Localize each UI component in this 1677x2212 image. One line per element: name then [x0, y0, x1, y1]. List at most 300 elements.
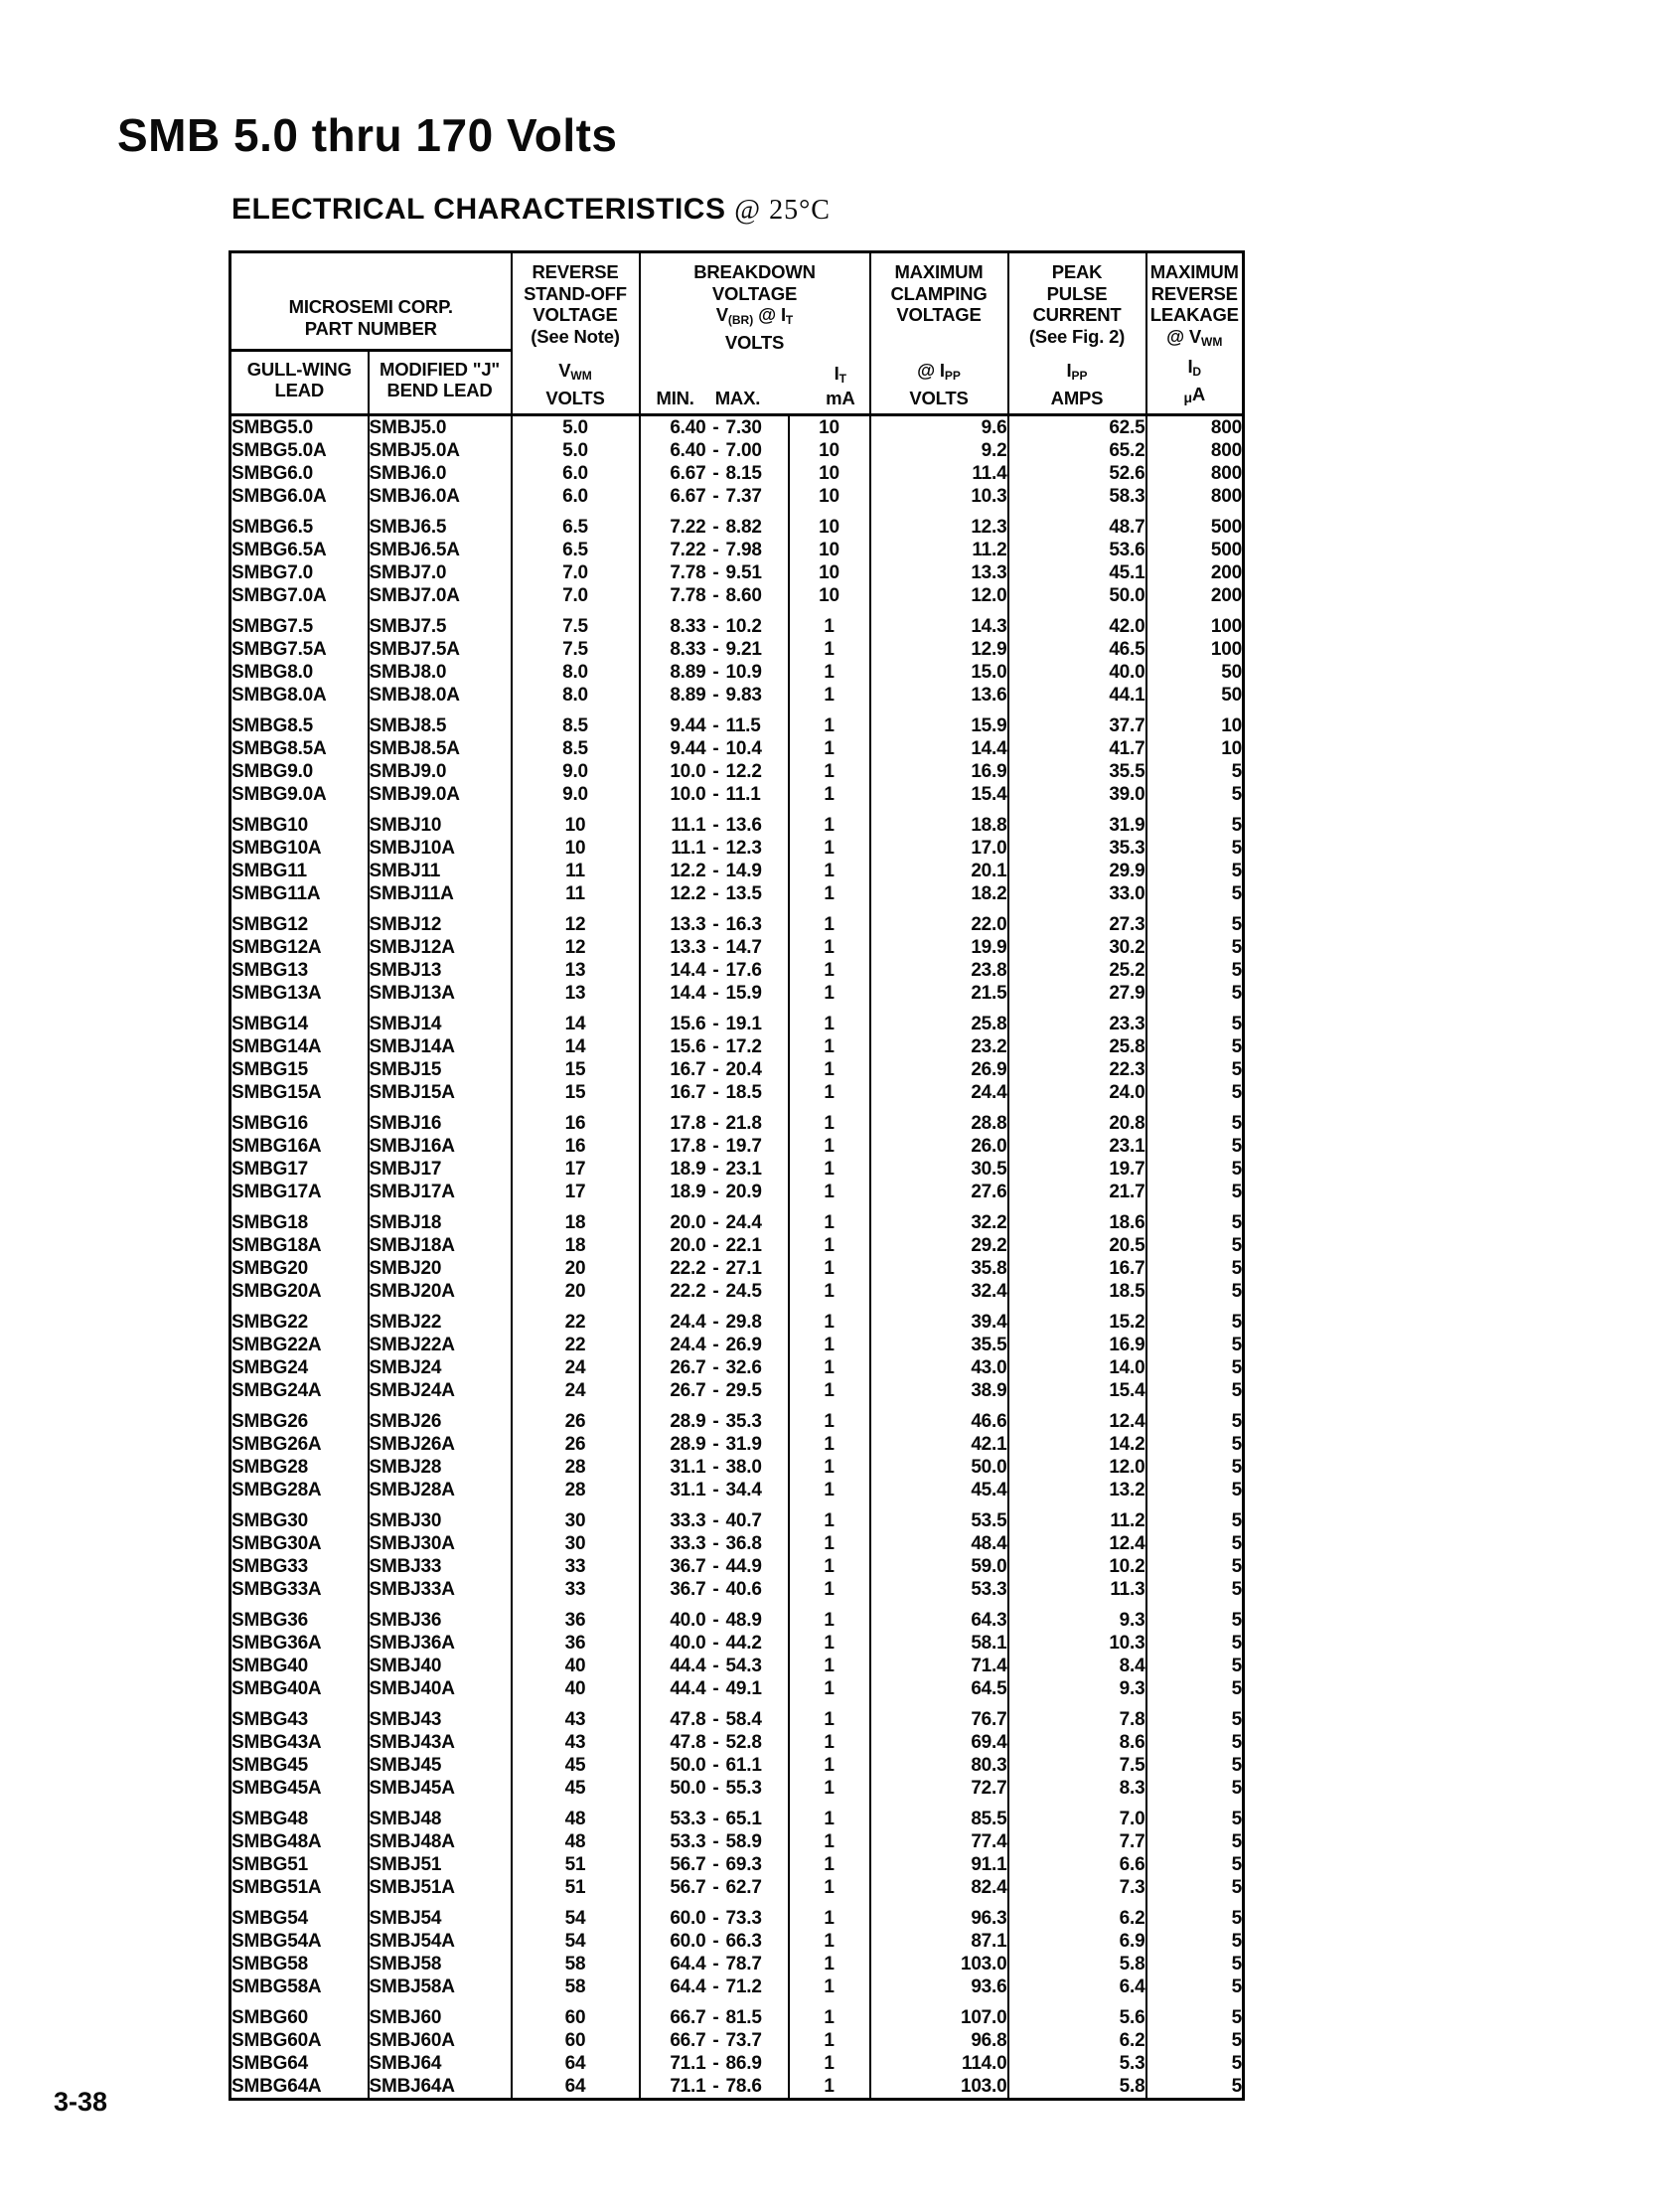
cell-reverse-leakage: 5: [1146, 806, 1244, 837]
breakdown-min: 24.4: [670, 1312, 706, 1333]
range-separator: -: [712, 1212, 719, 1233]
breakdown-max: 14.7: [725, 937, 762, 958]
breakdown-max: 8.60: [725, 585, 762, 606]
cell-standoff-voltage: 28: [512, 1456, 640, 1479]
cell-clamping-voltage: 32.4: [870, 1280, 1008, 1303]
cell-standoff-voltage: 12: [512, 936, 640, 959]
breakdown-min: 12.2: [670, 883, 706, 904]
cell-test-current: 1: [789, 1998, 870, 2029]
cell-peak-pulse-current: 23.1: [1008, 1135, 1146, 1158]
range-separator: -: [712, 540, 719, 560]
cell-clamping-voltage: 13.3: [870, 561, 1008, 584]
cell-test-current: 1: [789, 2052, 870, 2075]
cell-gull-wing-part: SMBG51A: [231, 1877, 322, 1898]
cell-gull-wing-part: SMBG40: [231, 1656, 308, 1676]
cell-reverse-leakage: 500: [1146, 508, 1244, 539]
cell-gull-wing-part: SMBG58: [231, 1954, 308, 1975]
cell-standoff-voltage: 10: [512, 806, 640, 837]
cell-reverse-leakage: 100: [1146, 607, 1244, 638]
cell-breakdown-range: [640, 1532, 789, 1555]
cell-clamping-voltage: 58.1: [870, 1632, 1008, 1655]
breakdown-min: 44.4: [670, 1678, 706, 1699]
cell-peak-pulse-current: 6.2: [1008, 1899, 1146, 1930]
header-standoff-l4: (See Note): [531, 325, 620, 347]
breakdown-max: 12.3: [725, 838, 762, 859]
cell-j-bend-part: SMBJ51: [369, 1853, 512, 1876]
table-row: [230, 1058, 1244, 1081]
breakdown-max: 14.9: [725, 861, 762, 881]
cell-test-current: 1: [789, 1777, 870, 1800]
breakdown-min: 9.44: [670, 738, 706, 759]
range-separator: -: [712, 1082, 719, 1103]
cell-breakdown-range: [640, 1601, 789, 1632]
breakdown-min: 40.0: [670, 1633, 706, 1654]
cell-breakdown-range: [640, 1800, 789, 1830]
cell-peak-pulse-current: 20.8: [1008, 1104, 1146, 1135]
cell-j-bend-part: SMBJ7.0: [369, 561, 512, 584]
breakdown-max: 48.9: [725, 1610, 762, 1631]
cell-test-current: 1: [789, 905, 870, 936]
cell-reverse-leakage: 5: [1146, 1257, 1244, 1280]
breakdown-max: 40.7: [725, 1510, 762, 1531]
cell-test-current: 1: [789, 1953, 870, 1975]
cell-clamping-voltage: 69.4: [870, 1731, 1008, 1754]
range-separator: -: [712, 1877, 719, 1898]
cell-standoff-voltage: 22: [512, 1334, 640, 1356]
cell-j-bend-part: SMBJ14A: [369, 1035, 512, 1058]
table-row: [230, 1104, 1244, 1135]
table-row: [230, 1853, 1244, 1876]
cell-test-current: 10: [789, 485, 870, 508]
cell-standoff-voltage: 5.0: [512, 439, 640, 462]
cell-j-bend-part: SMBJ18: [369, 1203, 512, 1234]
cell-gull-wing-part: SMBG16: [231, 1113, 308, 1134]
range-separator: -: [712, 1809, 719, 1829]
cell-j-bend-part: SMBJ16A: [369, 1135, 512, 1158]
cell-standoff-voltage: 18: [512, 1203, 640, 1234]
cell-standoff-voltage: 11: [512, 882, 640, 905]
range-separator: -: [712, 1732, 719, 1753]
cell-gull-wing-part: SMBG17: [231, 1159, 308, 1180]
cell-peak-pulse-current: 30.2: [1008, 936, 1146, 959]
cell-test-current: 1: [789, 806, 870, 837]
cell-peak-pulse-current: 27.9: [1008, 982, 1146, 1005]
breakdown-max: 58.9: [725, 1831, 762, 1852]
range-separator: -: [712, 1678, 719, 1699]
cell-j-bend-part: SMBJ7.5: [369, 607, 512, 638]
cell-test-current: 1: [789, 1853, 870, 1876]
table-body: [230, 415, 1244, 2100]
cell-reverse-leakage: 5: [1146, 2029, 1244, 2052]
cell-breakdown-range: [640, 1135, 789, 1158]
breakdown-min: 31.1: [670, 1480, 706, 1501]
cell-gull-wing-part: SMBG8.0: [231, 662, 314, 683]
cell-gull-wing-part: SMBG30: [231, 1510, 308, 1531]
cell-test-current: 1: [789, 860, 870, 882]
table-row: [230, 1754, 1244, 1777]
cell-clamping-voltage: 96.8: [870, 2029, 1008, 2052]
cell-gull-wing-part: SMBG7.0: [231, 562, 314, 583]
cell-breakdown-range: [640, 1334, 789, 1356]
range-separator: -: [712, 2076, 719, 2097]
breakdown-min: 18.9: [670, 1159, 706, 1180]
header-leakage-symbol: $I_D$: [1187, 356, 1202, 379]
cell-j-bend-part: SMBJ18A: [369, 1234, 512, 1257]
cell-clamping-voltage: 91.1: [870, 1853, 1008, 1876]
breakdown-min: 11.1: [671, 838, 706, 859]
cell-j-bend-part: SMBJ11: [369, 860, 512, 882]
cell-gull-wing-part: SMBG64A: [231, 2076, 322, 2097]
table-row: [230, 1930, 1244, 1953]
range-separator: -: [712, 662, 719, 683]
breakdown-max: 29.5: [725, 1380, 762, 1401]
cell-breakdown-range: [640, 1754, 789, 1777]
cell-peak-pulse-current: 7.7: [1008, 1830, 1146, 1853]
range-separator: -: [712, 983, 719, 1004]
cell-clamping-voltage: 26.0: [870, 1135, 1008, 1158]
breakdown-min: 17.8: [670, 1136, 706, 1157]
header-breakdown-l2: VOLTAGE: [711, 282, 798, 304]
cell-gull-wing-part: SMBG11A: [231, 883, 321, 904]
cell-breakdown-range: [640, 1953, 789, 1975]
header-clamping-voltage: [870, 252, 1008, 415]
table-row: [230, 737, 1244, 760]
cell-test-current: 1: [789, 760, 870, 783]
cell-j-bend-part: SMBJ9.0: [369, 760, 512, 783]
breakdown-min: 64.4: [670, 1954, 706, 1975]
cell-clamping-voltage: 26.9: [870, 1058, 1008, 1081]
cell-gull-wing-part: SMBG45A: [231, 1778, 322, 1799]
breakdown-min: 64.4: [670, 1976, 706, 1997]
cell-gull-wing-part: SMBG51: [231, 1854, 308, 1875]
cell-standoff-voltage: 26: [512, 1433, 640, 1456]
cell-clamping-voltage: 77.4: [870, 1830, 1008, 1853]
range-separator: -: [712, 1281, 719, 1302]
breakdown-min: 20.0: [670, 1235, 706, 1256]
table-row: [230, 1303, 1244, 1334]
breakdown-max: 19.7: [725, 1136, 762, 1157]
breakdown-max: 15.9: [725, 983, 762, 1004]
cell-standoff-voltage: 16: [512, 1104, 640, 1135]
cell-standoff-voltage: 12: [512, 905, 640, 936]
cell-clamping-voltage: 103.0: [870, 1953, 1008, 1975]
cell-reverse-leakage: 800: [1146, 415, 1244, 440]
breakdown-max: 58.4: [725, 1709, 762, 1730]
breakdown-max: 36.8: [725, 1533, 762, 1554]
cell-j-bend-part: SMBJ45A: [369, 1777, 512, 1800]
breakdown-min: 26.7: [670, 1357, 706, 1378]
header-min-label: MIN.: [656, 387, 694, 408]
cell-breakdown-range: [640, 1433, 789, 1456]
range-separator: -: [712, 960, 719, 981]
cell-peak-pulse-current: 62.5: [1008, 415, 1146, 440]
cell-clamping-voltage: 53.5: [870, 1501, 1008, 1532]
range-separator: -: [712, 1136, 719, 1157]
table-row: [230, 684, 1244, 707]
cell-peak-pulse-current: 52.6: [1008, 462, 1146, 485]
table-row: [230, 1777, 1244, 1800]
cell-clamping-voltage: 25.8: [870, 1005, 1008, 1035]
range-separator: -: [712, 1380, 719, 1401]
cell-peak-pulse-current: 46.5: [1008, 638, 1146, 661]
breakdown-min: 28.9: [670, 1434, 706, 1455]
cell-peak-pulse-current: 33.0: [1008, 882, 1146, 905]
cell-j-bend-part: SMBJ7.0A: [369, 584, 512, 607]
header-pulse-unit: AMPS: [1050, 387, 1104, 408]
breakdown-max: 23.1: [725, 1159, 762, 1180]
header-peak-pulse-current: [1008, 252, 1146, 415]
breakdown-max: 34.4: [725, 1480, 762, 1501]
cell-j-bend-part: SMBJ22A: [369, 1334, 512, 1356]
cell-clamping-voltage: 50.0: [870, 1456, 1008, 1479]
range-separator: -: [712, 1976, 719, 1997]
cell-reverse-leakage: 5: [1146, 882, 1244, 905]
cell-clamping-voltage: 12.0: [870, 584, 1008, 607]
cell-breakdown-range: [640, 882, 789, 905]
cell-test-current: 1: [789, 2029, 870, 2052]
table-row: [230, 905, 1244, 936]
cell-gull-wing-part: SMBG60: [231, 2007, 308, 2028]
cell-peak-pulse-current: 12.0: [1008, 1456, 1146, 1479]
table-row: [230, 485, 1244, 508]
header-part-number-line2: PART NUMBER: [304, 317, 437, 339]
cell-gull-wing-part: SMBG48: [231, 1809, 308, 1829]
cell-clamping-voltage: 15.0: [870, 661, 1008, 684]
table-row: [230, 1555, 1244, 1578]
cell-reverse-leakage: 5: [1146, 1379, 1244, 1402]
cell-reverse-leakage: 5: [1146, 1081, 1244, 1104]
cell-j-bend-part: SMBJ40: [369, 1655, 512, 1677]
cell-breakdown-range: [640, 661, 789, 684]
breakdown-min: 33.3: [670, 1533, 706, 1554]
cell-reverse-leakage: 5: [1146, 760, 1244, 783]
cell-standoff-voltage: 5.0: [512, 415, 640, 440]
table-row: [230, 1700, 1244, 1731]
cell-gull-wing-part: SMBG58A: [231, 1976, 322, 1997]
cell-clamping-voltage: 53.3: [870, 1578, 1008, 1601]
range-separator: -: [712, 838, 719, 859]
breakdown-min: 22.2: [670, 1281, 706, 1302]
cell-breakdown-range: [640, 2029, 789, 2052]
cell-gull-wing-part: SMBG28: [231, 1457, 308, 1478]
cell-breakdown-range: [640, 1104, 789, 1135]
cell-j-bend-part: SMBJ5.0A: [369, 439, 512, 462]
table-row: [230, 1158, 1244, 1181]
cell-standoff-voltage: 51: [512, 1853, 640, 1876]
range-separator: -: [712, 463, 719, 484]
breakdown-max: 44.9: [725, 1556, 762, 1577]
breakdown-max: 17.6: [725, 960, 762, 981]
cell-test-current: 1: [789, 1203, 870, 1234]
cell-reverse-leakage: 5: [1146, 1578, 1244, 1601]
cell-j-bend-part: SMBJ64A: [369, 2075, 512, 2100]
page-title: SMB 5.0 thru 170 Volts: [117, 108, 618, 161]
cell-j-bend-part: SMBJ7.5A: [369, 638, 512, 661]
cell-j-bend-part: SMBJ26: [369, 1402, 512, 1433]
range-separator: -: [712, 1357, 719, 1378]
cell-gull-wing-part: SMBG24: [231, 1357, 308, 1378]
cell-gull-wing-part: SMBG5.0: [231, 417, 314, 438]
cell-reverse-leakage: 5: [1146, 1058, 1244, 1081]
cell-reverse-leakage: 5: [1146, 1035, 1244, 1058]
breakdown-min: 53.3: [670, 1809, 706, 1829]
breakdown-min: 7.78: [670, 562, 706, 583]
breakdown-max: 11.1: [725, 784, 761, 805]
cell-peak-pulse-current: 53.6: [1008, 539, 1146, 561]
cell-reverse-leakage: 50: [1146, 661, 1244, 684]
range-separator: -: [712, 1610, 719, 1631]
cell-gull-wing-part: SMBG48A: [231, 1831, 322, 1852]
cell-j-bend-part: SMBJ6.5: [369, 508, 512, 539]
range-separator: -: [712, 585, 719, 606]
cell-gull-wing-part: SMBG8.0A: [231, 685, 327, 706]
cell-peak-pulse-current: 22.3: [1008, 1058, 1146, 1081]
cell-clamping-voltage: 19.9: [870, 936, 1008, 959]
range-separator: -: [712, 1709, 719, 1730]
breakdown-max: 7.00: [725, 440, 762, 461]
cell-breakdown-range: [640, 1632, 789, 1655]
cell-j-bend-part: SMBJ20A: [369, 1280, 512, 1303]
cell-breakdown-range: [640, 982, 789, 1005]
cell-j-bend-part: SMBJ13: [369, 959, 512, 982]
cell-j-bend-part: SMBJ60A: [369, 2029, 512, 2052]
cell-standoff-voltage: 40: [512, 1677, 640, 1700]
cell-peak-pulse-current: 42.0: [1008, 607, 1146, 638]
range-separator: -: [712, 1457, 719, 1478]
breakdown-min: 33.3: [670, 1510, 706, 1531]
cell-reverse-leakage: 5: [1146, 982, 1244, 1005]
cell-j-bend-part: SMBJ45: [369, 1754, 512, 1777]
cell-test-current: 1: [789, 1104, 870, 1135]
cell-gull-wing-part: SMBG30A: [231, 1533, 322, 1554]
table-row: [230, 1433, 1244, 1456]
cell-gull-wing-part: SMBG5.0A: [231, 440, 327, 461]
cell-standoff-voltage: 8.5: [512, 707, 640, 737]
cell-standoff-voltage: 33: [512, 1555, 640, 1578]
cell-peak-pulse-current: 12.4: [1008, 1402, 1146, 1433]
cell-j-bend-part: SMBJ36A: [369, 1632, 512, 1655]
cell-clamping-voltage: 82.4: [870, 1876, 1008, 1899]
cell-clamping-voltage: 85.5: [870, 1800, 1008, 1830]
header-test-current: $I_T$ mA: [826, 363, 855, 408]
cell-standoff-voltage: 7.5: [512, 638, 640, 661]
cell-test-current: 10: [789, 539, 870, 561]
cell-j-bend-part: SMBJ51A: [369, 1876, 512, 1899]
range-separator: -: [712, 2053, 719, 2074]
breakdown-min: 10.0: [670, 761, 706, 782]
cell-clamping-voltage: 28.8: [870, 1104, 1008, 1135]
cell-gull-wing-part: SMBG10A: [231, 838, 322, 859]
cell-clamping-voltage: 12.3: [870, 508, 1008, 539]
cell-standoff-voltage: 8.5: [512, 737, 640, 760]
cell-breakdown-range: [640, 1700, 789, 1731]
breakdown-min: 24.4: [670, 1335, 706, 1355]
cell-standoff-voltage: 16: [512, 1135, 640, 1158]
cell-breakdown-range: [640, 1058, 789, 1081]
cell-breakdown-range: [640, 1280, 789, 1303]
cell-reverse-leakage: 5: [1146, 1135, 1244, 1158]
cell-breakdown-range: [640, 783, 789, 806]
cell-breakdown-range: [640, 905, 789, 936]
table-row: [230, 1257, 1244, 1280]
cell-gull-wing-part: SMBG13: [231, 960, 308, 981]
cell-clamping-voltage: 21.5: [870, 982, 1008, 1005]
cell-reverse-leakage: 5: [1146, 1479, 1244, 1501]
table-row: [230, 2029, 1244, 2052]
breakdown-max: 27.1: [725, 1258, 762, 1279]
range-separator: -: [712, 1510, 719, 1531]
header-leakage-l1: MAXIMUM: [1149, 261, 1239, 282]
cell-peak-pulse-current: 14.0: [1008, 1356, 1146, 1379]
cell-gull-wing-part: SMBG36A: [231, 1633, 322, 1654]
cell-gull-wing-part: SMBG64: [231, 2053, 308, 2074]
header-pulse-l1: PEAK: [1051, 261, 1103, 282]
cell-test-current: 1: [789, 1899, 870, 1930]
table-row: [230, 1479, 1244, 1501]
cell-standoff-voltage: 20: [512, 1280, 640, 1303]
cell-peak-pulse-current: 23.3: [1008, 1005, 1146, 1035]
cell-test-current: 1: [789, 2075, 870, 2100]
breakdown-max: 61.1: [725, 1755, 762, 1776]
table-row: [230, 1181, 1244, 1203]
header-breakdown-unit: VOLTS: [724, 331, 785, 353]
table-row: [230, 837, 1244, 860]
breakdown-min: 7.22: [670, 517, 706, 538]
cell-gull-wing-part: SMBG6.0A: [231, 486, 327, 507]
cell-gull-wing-part: SMBG9.0A: [231, 784, 327, 805]
header-pulse-l2: PULSE: [1046, 282, 1108, 304]
cell-clamping-voltage: 64.5: [870, 1677, 1008, 1700]
cell-test-current: 1: [789, 1830, 870, 1853]
cell-standoff-voltage: 22: [512, 1303, 640, 1334]
cell-standoff-voltage: 6.5: [512, 539, 640, 561]
breakdown-min: 60.0: [670, 1931, 706, 1952]
cell-breakdown-range: [640, 1035, 789, 1058]
cell-reverse-leakage: 5: [1146, 2052, 1244, 2075]
breakdown-max: 21.8: [725, 1113, 762, 1134]
breakdown-min: 28.9: [670, 1411, 706, 1432]
cell-clamping-voltage: 22.0: [870, 905, 1008, 936]
cell-breakdown-range: [640, 2075, 789, 2100]
table-row: [230, 1731, 1244, 1754]
cell-reverse-leakage: 5: [1146, 1104, 1244, 1135]
cell-clamping-voltage: 114.0: [870, 2052, 1008, 2075]
cell-standoff-voltage: 60: [512, 2029, 640, 2052]
cell-reverse-leakage: 5: [1146, 1754, 1244, 1777]
cell-peak-pulse-current: 6.2: [1008, 2029, 1146, 2052]
cell-standoff-voltage: 13: [512, 959, 640, 982]
cell-test-current: 1: [789, 1081, 870, 1104]
header-j-bend-line2: BEND LEAD: [386, 380, 493, 401]
cell-gull-wing-part: SMBG18A: [231, 1235, 322, 1256]
cell-standoff-voltage: 6.0: [512, 462, 640, 485]
range-separator: -: [712, 1831, 719, 1852]
breakdown-min: 15.6: [670, 1036, 706, 1057]
cell-reverse-leakage: 5: [1146, 1203, 1244, 1234]
breakdown-min: 15.6: [670, 1014, 706, 1034]
header-standoff-l3: VOLTAGE: [533, 304, 618, 325]
cell-breakdown-range: [640, 561, 789, 584]
breakdown-min: 66.7: [670, 2030, 706, 2051]
breakdown-min: 8.89: [670, 662, 706, 683]
cell-standoff-voltage: 7.0: [512, 584, 640, 607]
table-row: [230, 2052, 1244, 2075]
cell-clamping-voltage: 72.7: [870, 1777, 1008, 1800]
cell-test-current: 1: [789, 1456, 870, 1479]
table-row: [230, 1356, 1244, 1379]
cell-breakdown-range: [640, 1677, 789, 1700]
cell-clamping-voltage: 103.0: [870, 2075, 1008, 2100]
